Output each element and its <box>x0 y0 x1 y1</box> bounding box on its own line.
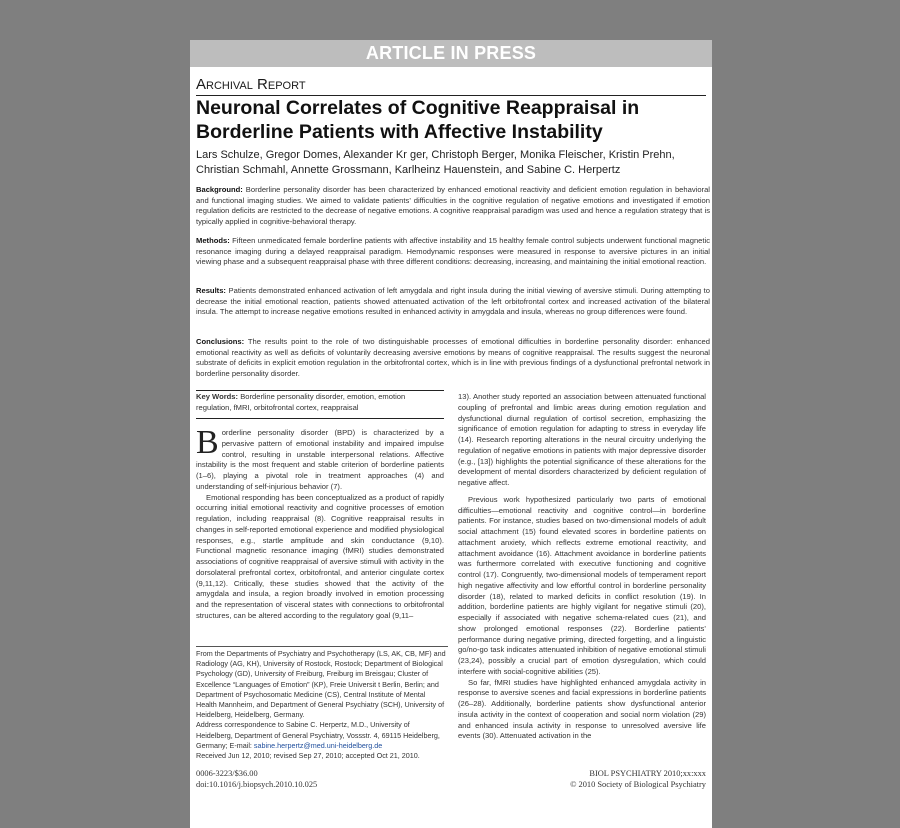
issn-price: 0006-3223/$36.00 <box>196 769 258 778</box>
author-list: Lars Schulze, Gregor Domes, Alexander Kr ger, Christoph Berger, Monika Fleischer, Kristin Prehn, Christian Schmahl, Annette Grossmann, Karlheinz Hauenstein, and Sabine C. Herpertz <box>196 149 675 176</box>
abstract-methods <box>196 236 710 268</box>
doi: doi:10.1016/j.biopsych.2010.10.025 <box>196 780 318 789</box>
article-page <box>190 40 712 828</box>
copyright: © 2010 Society of Biological Psychiatry <box>570 780 706 789</box>
keywords-top-rule <box>196 390 444 391</box>
received-dates: Received Jun 12, 2010; revised Sep 27, 2010; accepted Oct 21, 2010. <box>196 751 420 761</box>
correspondence-email-link[interactable]: sabine.herpertz@med.uni-heidelberg.de <box>253 740 383 750</box>
abstract-results-label: Results: <box>196 286 226 295</box>
abstract-conclusions-label: Conclusions: <box>196 337 245 346</box>
abstract-background <box>196 185 710 228</box>
keywords-label: Key Words: <box>196 392 239 401</box>
body-column-right <box>458 392 706 742</box>
article-in-press-banner: ARTICLE IN PRESS <box>190 40 712 67</box>
footer-left <box>196 768 317 790</box>
keywords-text: Borderline personality disorder, emotion, emotion regulation, fMRI, orbitofrontal cortex, reappraisal <box>196 392 406 412</box>
correspondence-note <box>196 720 448 751</box>
abstract-background-label: Background: <box>196 185 243 194</box>
affiliation-note: From the Departments of Psychiatry and Psychotherapy (LS, AK, CB, MF) and Radiology (AG, KH), University of Rostock, Rostock; Department of Biological Psychology (GD), University of Freiburg, Freiburg im Breisgau; Cluster of Excellence “Languages of Emotion” (KP), Freie Universit t Berlin, Berlin; and Department of Psychosomatic Medicine (CS), Central Institute of Mental Health Mannheim, and Department of General Psychiatry (SCH), University of Heidelberg, Heidelberg, Germany. <box>196 649 446 720</box>
article-title: Neuronal Correlates of Cognitive Reappraisal in Borderline Patients with Affective Instability <box>196 97 640 143</box>
abstract-methods-text: Fifteen unmedicated female borderline patients with affective instability and 15 healthy female control subjects underwent functional magnetic resonance imaging during a delayed reappraisal paradigm. Hemodynamic responses were measured in response to aversive pictures in an initial viewing phase and a subsequent reappraisal phase with three different conditions: decreasing, increasing, and maintaining the initial emotional reaction. <box>196 236 710 267</box>
abstract-methods-label: Methods: <box>196 236 230 245</box>
right-paragraph-2: Previous work hypothesized particularly two parts of emotional difficulties—emotional reactivity and cognitive control—in borderline patients. For instance, studies based on two-dimensional models of adult social attachment (15) found elevated scores in borderline patients on attachment anxiety, which reflects extreme emotional reactivity, and attachment avoidance (16). Attachment avoidance in borderline patients was furthermore correlated with executive functioning and cognitive control (17). Congruently, two-dimensional models of temperament report high negative affectivity and low effortful control in borderline personality disorder (18), related to marked deficits in conflict resolution (19). In addition, borderline patients are highly vigilant for negative stimuli (20), especially if associated with negative schema-related cues (21), and show prolonged emotional responses (22). Borderline patients’ performance during negative priming, directed forgetting, and a linguistic go/no-go task indicates attenuated inhibition of negative emotional stimuli (23,24), possibly a crucial part of emotion dysregulation, which could interfere with social-cognitive abilities (25). <box>458 494 706 676</box>
footnotes <box>196 649 448 761</box>
section-label: Archival Report <box>196 76 306 93</box>
right-paragraph-1: 13). Another study reported an association between attenuated functional coupling of prefrontal and limbic areas during emotion regulation and dysfunctional diurnal regulation of cortisol secretion, emphasizing the significance of emotion regulation for adapting to stress in everyday life (14). Research reporting alterations in the neural circuitry underlying the regulation of negative emotions in patients with major depressive disorder (e.g., [13]) highlights the potential significance of these alterations for the development of mental disorders characterized by deficient regulation of negative affect. <box>458 392 706 487</box>
dropcap-letter: B <box>196 424 219 461</box>
abstract-conclusions <box>196 337 710 380</box>
footnote-rule <box>196 646 448 647</box>
intro-paragraph-1: orderline personality disorder (BPD) is characterized by a pervasive pattern of emotional instability and impaired impulse control, resulting in unstable interpersonal relations. Affective instability is the most frequent and stable criterion of borderline patients (1–6), playing a pivotal role in treatment approaches (4) and understanding of self-injurious behavior (7). <box>196 428 444 491</box>
abstract-background-text: Borderline personality disorder has been characterized by enhanced emotional reactivity and deficient emotion regulation in behavioral and functional imaging studies. We aimed to validate patients’ difficulties in the cognitive regulation of negative emotions and investigated if emotion regulation deficits are restricted to the decrease of negative emotions. A cognitive reappraisal paradigm was used and hence a regulation strategy that is typically applied in cognitive-behavioral therapy. <box>196 185 710 227</box>
body-column-left <box>196 424 444 622</box>
footer-right <box>570 768 706 790</box>
abstract-conclusions-text: The results point to the role of two distinguishable processes of emotional difficulties in borderline personality disorder: enhanced emotional reactivity as well as deficits of voluntarily decreasing aversive emotions by means of cognitive reappraisal. The results suggest the neuronal substrate of deficits in explicit emotion regulation in the orbitofrontal cortex, which is in line with previous findings of a dysfunctional prefrontal network in borderline personality disorder. <box>196 337 710 379</box>
journal-citation: BIOL PSYCHIATRY 2010;xx:xxx <box>589 769 706 778</box>
keywords-bottom-rule <box>196 418 444 419</box>
correspondence-text: Address correspondence to Sabine C. Herpertz, M.D., University of Heidelberg, Department of General Psychiatry, Vossstr. 4, 69115 Heidelberg, Germany; E-mail: <box>196 720 440 750</box>
abstract-results-text: Patients demonstrated enhanced activation of left amygdala and right insula during the initial viewing of aversive stimuli. During attempting to decrease the initial emotional reaction, patients showed attenuated activation of the left orbitofrontal cortex and increased activation of the bilateral insula. The attempt to increase negative emotions resulted in enhanced activity in amygdala and insula, whereas no group differences were found. <box>196 286 710 317</box>
intro-paragraph-2: Emotional responding has been conceptualized as a product of rapidly occurring initial emotional reactivity and cognitive processes of emotion regulation, including reappraisal (8). Cognitive reappraisal results in changes in self-reported emotional experience and modified physiological responses, e.g., startle amplitude and skin conductance (9,10). Functional magnetic resonance imaging (fMRI) studies demonstrated associations of cognitive reappraisal of aversive stimuli with activity in the dorsolateral prefrontal cortex, orbitofrontal, and anterior cingulate cortex (9,11,12). Critically, these studies showed that the activity of the amygdala and insula, a region broadly involved in emotion processing and the representation of visceral states with connections to orbitofrontal structures, can be altered according to the regulatory goal (9,11– <box>196 492 444 620</box>
right-paragraph-3: So far, fMRI studies have highlighted enhanced amygdala activity in response to aversive scenes and facial expressions in borderline patients (26–28). Additionally, borderline patients show dysfunctional anterior insula activity in the context of cooperation and social norm violation (29) and enhanced insula activity in response to unresolved aversive life events (30). Attenuated activation in the <box>458 677 706 741</box>
abstract-results <box>196 286 710 318</box>
keywords-box <box>196 392 442 413</box>
